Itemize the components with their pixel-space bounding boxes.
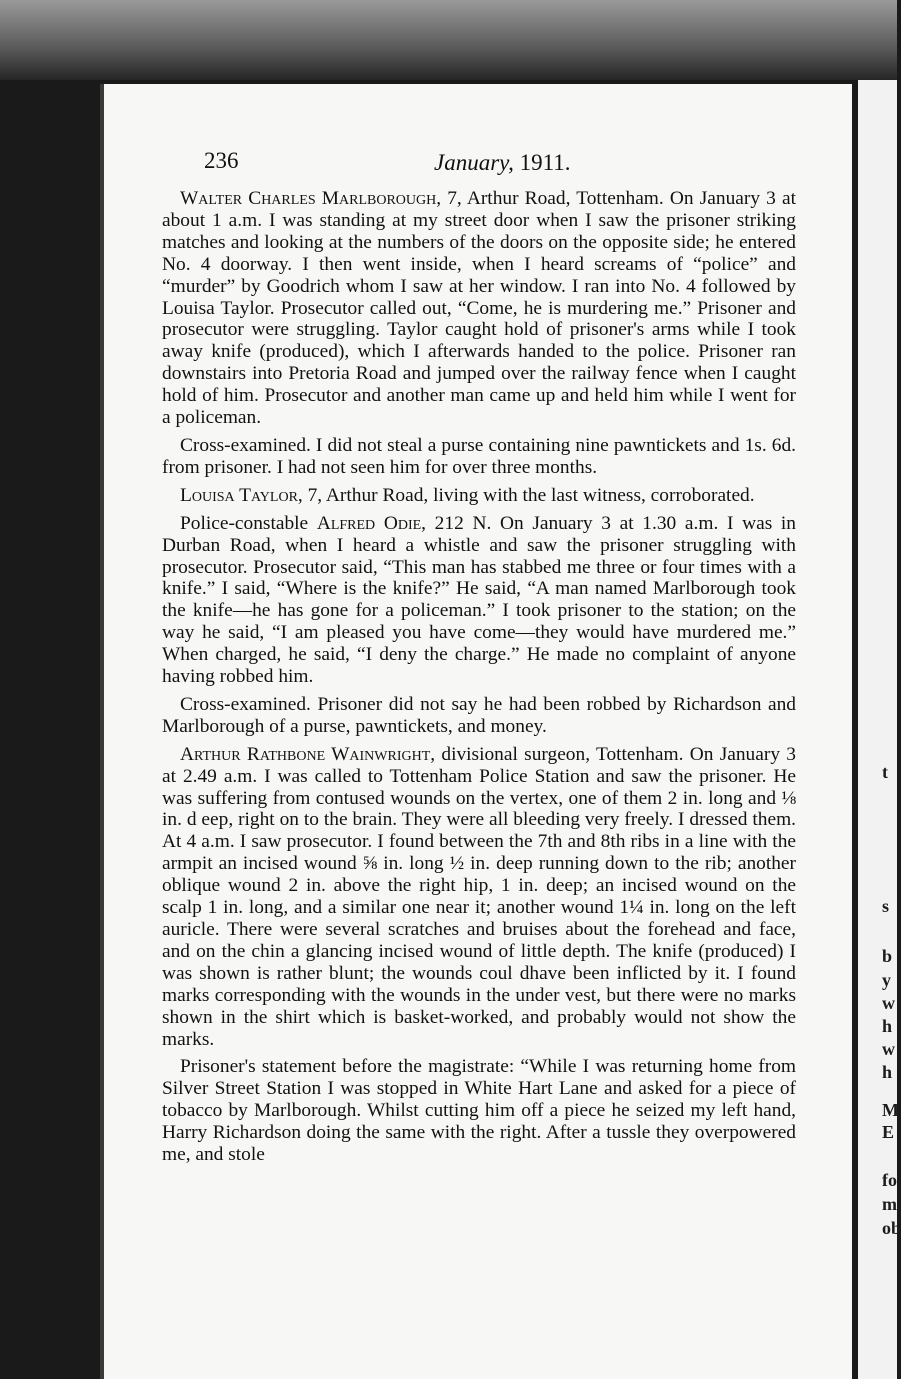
facing-page-fragment: m <box>882 1194 897 1214</box>
testimony-text: , 212 N. On January 3 at 1.30 a.m. I was in Durban Road, when I heard a whistle and saw the prisoner struggling with prosecutor. Prosecutor said, “This man has stabbed me three or four times with a knife.” I said, “Where is the knife?” He said, “A man named Marlborough took the knife—he has gone for a policeman.” I took prisoner to the station; on the way he said, “I am pleased you have come—they would have murdered me.” When charged, he said, “I deny the charge.” He made no complaint of anyone having robbed him. <box>162 512 796 688</box>
witness-name: Walter Charles Marlborough <box>180 188 437 209</box>
facing-page-edge <box>858 80 901 1379</box>
testimony-text: Prisoner's statement before the magistrate: “While I was returning home from Silver Street Station I was stopped in White Hart Lane and asked for a piece of tobacco by Marlborough. Whilst cutting him off a piece he seized my left hand, Harry Richardson doing the same with the right. After a tussle they overpowered me, and stole <box>162 1056 796 1166</box>
testimony-marlborough <box>162 188 796 429</box>
testimony-text: , 7, Arthur Road, living with the last witness, corroborated. <box>297 484 755 506</box>
facing-page-fragment: w <box>882 993 895 1013</box>
facing-page-fragment: E <box>882 1122 895 1142</box>
facing-page-fragment: fo <box>882 1170 897 1190</box>
cross-examined-odie <box>162 694 796 738</box>
facing-page-fragment: b <box>882 946 893 966</box>
page-body <box>162 188 796 1172</box>
testimony-text: Cross-examined. I did not steal a purse containing nine pawntickets and 1s. 6d. from prisoner. I had not seen him for over three months. <box>162 434 796 478</box>
running-head-year: 1911. <box>513 150 571 175</box>
page-header <box>204 142 826 182</box>
running-head <box>434 150 571 176</box>
facing-page-fragment: w <box>882 1039 895 1059</box>
testimony-text: Cross-examined. Prisoner did not say he had been robbed by Richardson and Marlborough of a purse, pawntickets, and money. <box>162 693 796 737</box>
page-number: 236 <box>204 148 239 173</box>
witness-title: Police-constable <box>180 512 317 534</box>
witness-name: Alfred Odie <box>316 512 422 534</box>
book-top-edge <box>0 0 897 80</box>
running-head-month: January, <box>434 150 514 175</box>
facing-page-fragment: ob <box>882 1218 901 1238</box>
testimony-text: , divisional surgeon, Tottenham. On January 3 at 2.49 a.m. I was called to Tottenham Police Station and saw the prisoner. He was suffering from contused wounds on the vertex, one of them 2 in. long and ⅛ in. d eep, right on to the brain. They were all bleeding very freely. I dressed them. At 4 a.m. I saw prosecutor. I found between the 7th and 8th ribs in a line with the armpit an incised wound ⅝ in. long ½ in. deep running down to the rib; another oblique wound 2 in. above the right hip, 1 in. deep; an incised wound on the scalp 1 in. long, and a similar one near it; another wound 1¼ in. long on the left auricle. There were several scratches and bruises about the forehead and face, and on the chin a glancing incised wound of little depth. The knife (produced) I was shown is rather blunt; the wounds coul dhave been inflicted by it. I found marks corresponding with the wounds in the under vest, but there were no marks shown in the shirt which is basket-worked, and probably would not show the marks. <box>162 743 796 1050</box>
testimony-taylor <box>162 485 796 507</box>
cross-examined-marlborough <box>162 435 796 479</box>
facing-page-fragment: y <box>882 970 891 990</box>
facing-page-fragment: M <box>882 1100 899 1120</box>
facing-page-fragment: s <box>882 896 890 916</box>
prisoner-statement <box>162 1056 796 1166</box>
facing-page-fragment: h <box>882 1062 893 1082</box>
facing-page-fragment: h <box>882 1016 893 1036</box>
witness-name: Louisa Taylor <box>180 484 298 506</box>
book-page <box>100 84 852 1379</box>
facing-page-fragment: t <box>882 762 888 782</box>
testimony-odie <box>162 513 796 688</box>
witness-name: Arthur Rathbone Wainwright <box>180 743 431 765</box>
testimony-text: , 7, Arthur Road, Tottenham. On January 3 at about 1 a.m. I was standing at my street door when I saw the prisoner striking matches and looking at the numbers of the doors on the opposite side; he entered No. 4 doorway. I then went inside, when I heard screams of “police” and “murder” by Goodrich whom I saw at her window. I ran into No. 4 followed by Louisa Taylor. Prosecutor called out, “Come, he is murdering me.” Prisoner and prosecutor were struggling. Taylor caught hold of prisoner's arms while I took away knife (produced), which I afterwards handed to the police. Prisoner ran downstairs into Pretoria Road and jumped over the railway fence when I caught hold of him. Prosecutor and another man came up and held him while I went for a policeman. <box>162 188 796 429</box>
testimony-wainwright <box>162 744 796 1051</box>
